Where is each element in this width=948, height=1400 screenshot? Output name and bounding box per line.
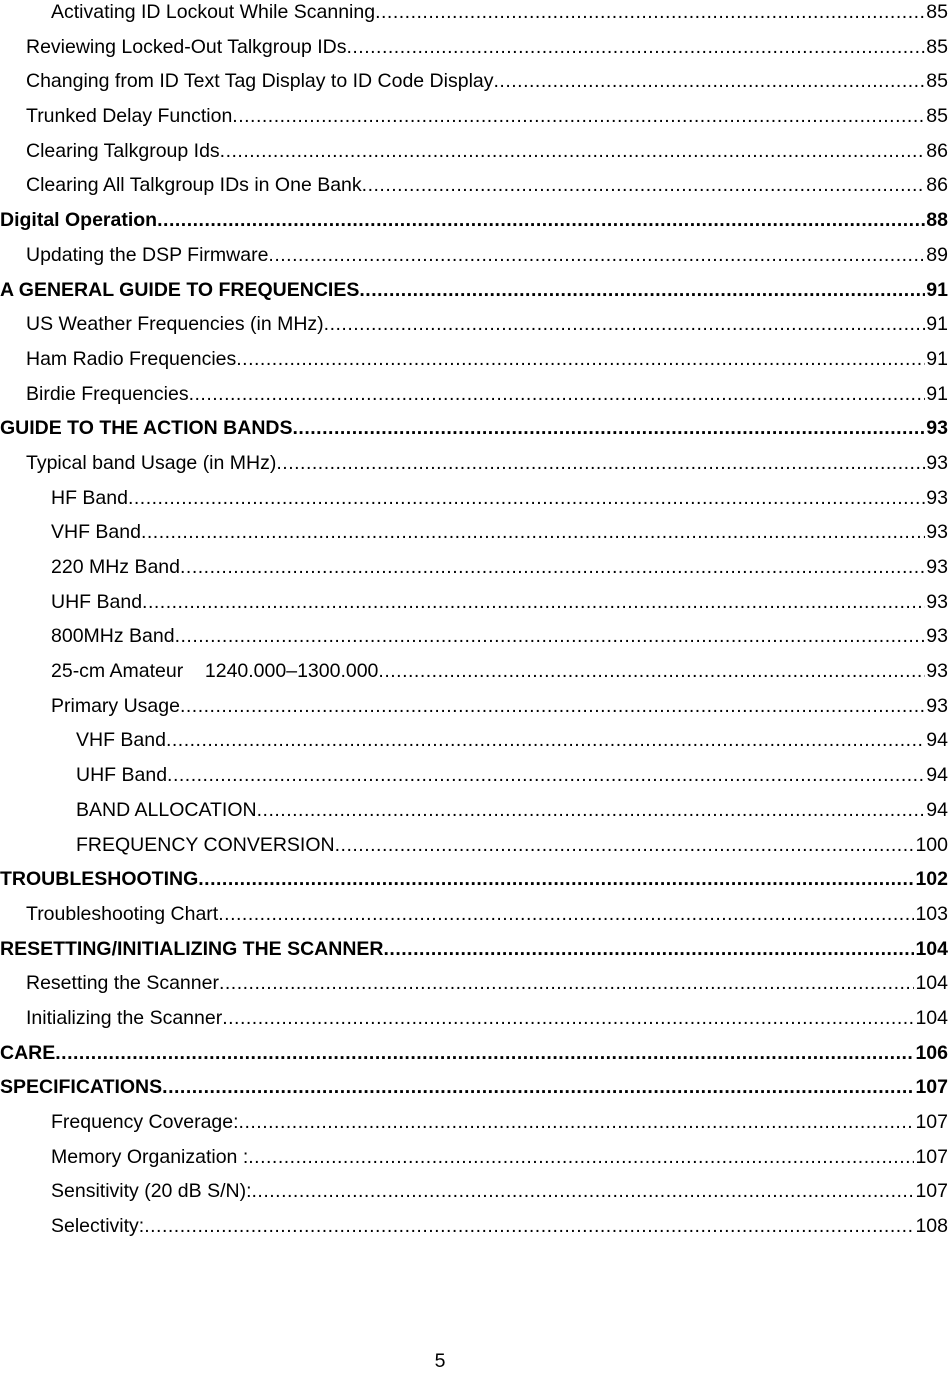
toc-entry-page: 94 (926, 729, 948, 752)
dot-leader (346, 30, 925, 65)
dot-leader (219, 966, 915, 1001)
toc-entry[interactable] (0, 932, 948, 967)
toc-entry-page: 104 (915, 972, 948, 995)
toc-entry-page: 102 (915, 868, 948, 891)
dot-leader (494, 64, 926, 99)
toc-entry[interactable] (0, 550, 948, 585)
toc-entry[interactable] (0, 203, 948, 238)
dot-leader (222, 1001, 914, 1036)
toc-entry-page: 107 (915, 1111, 948, 1133)
dot-leader (257, 793, 926, 828)
toc-entry[interactable] (0, 168, 948, 203)
toc-entry[interactable] (0, 446, 948, 481)
dot-leader (141, 515, 925, 550)
dot-leader (218, 897, 914, 932)
toc-entry-page: 91 (926, 382, 948, 405)
toc-entry[interactable] (0, 273, 948, 308)
dot-leader (362, 168, 926, 203)
toc-entry-title: Initializing the Scanner (26, 1006, 223, 1029)
dot-leader (293, 411, 926, 446)
dot-leader (180, 550, 925, 585)
dot-leader (162, 1070, 914, 1105)
toc-entry-page: 89 (926, 243, 948, 266)
toc-entry-title: TROUBLESHOOTING (0, 868, 199, 891)
dot-leader (166, 723, 925, 758)
dot-leader (248, 1140, 914, 1175)
dot-leader (384, 932, 915, 967)
toc-entry-page: 107 (915, 1180, 948, 1203)
toc-entry[interactable] (0, 134, 948, 169)
toc-entry-title: Ham Radio Frequencies (26, 347, 237, 370)
toc-entry[interactable] (0, 619, 948, 654)
toc-entry-page: 93 (926, 556, 948, 578)
toc-entry[interactable] (0, 897, 948, 932)
toc-entry-title: RESETTING/INITIALIZING THE SCANNER (0, 937, 384, 960)
toc-entry-page: 104 (915, 1006, 948, 1029)
dot-leader (324, 307, 926, 342)
dot-leader (144, 1209, 914, 1244)
toc-entry-page: 85 (926, 105, 948, 128)
toc-entry-title: Clearing Talkgroup Ids (26, 139, 220, 162)
toc-entry-title: Typical band Usage (in MHz) (26, 451, 277, 474)
toc-entry-page: 91 (926, 278, 948, 301)
toc-entry-page: 94 (926, 764, 948, 787)
toc-entry[interactable] (0, 758, 948, 793)
dot-leader (175, 619, 926, 654)
toc-entry-title: Troubleshooting Chart (26, 902, 219, 925)
toc-entry-title: UHF Band (51, 590, 143, 613)
toc-entry[interactable] (0, 30, 948, 65)
toc-entry-page: 93 (926, 521, 948, 544)
toc-entry-page: 86 (926, 174, 948, 197)
toc-entry-page: 93 (926, 590, 948, 613)
dot-leader (220, 134, 926, 169)
dot-leader (236, 342, 925, 377)
toc-entry-title: Updating the DSP Firmware (26, 243, 269, 266)
dot-leader (276, 446, 925, 481)
toc-entry-page: 100 (915, 833, 948, 856)
toc-entry-page: 86 (926, 139, 948, 162)
dot-leader (180, 689, 925, 724)
toc-entry[interactable] (0, 862, 948, 897)
dot-leader (232, 99, 925, 134)
toc-entry[interactable] (0, 238, 948, 273)
toc-entry-page: 93 (926, 417, 948, 440)
toc-entry-title: Trunked Delay Function (26, 105, 233, 128)
toc-entry-title: Primary Usage (51, 694, 180, 717)
dot-leader (375, 0, 925, 30)
dot-leader (251, 1174, 914, 1209)
toc-entry[interactable] (0, 1070, 948, 1105)
toc-entry-page: 94 (926, 798, 948, 821)
toc-entry[interactable] (0, 0, 948, 30)
toc-entry-page: 93 (926, 451, 948, 474)
dot-leader (335, 828, 915, 863)
dot-leader (378, 654, 925, 689)
toc-entry[interactable] (0, 307, 948, 342)
toc-entry-page: 88 (926, 209, 948, 232)
toc-entry-page: 93 (926, 694, 948, 717)
toc-entry[interactable] (0, 377, 948, 412)
toc-entry-title: UHF Band (76, 764, 168, 787)
toc-entry-page: 103 (915, 902, 948, 925)
toc-entry-title: VHF Band (51, 521, 141, 544)
toc-entry-title: Birdie Frequencies (26, 382, 189, 405)
toc-entry-title: SPECIFICATIONS (0, 1076, 163, 1099)
toc-entry-title: A GENERAL GUIDE TO FREQUENCIES (0, 278, 360, 301)
toc-entry-title: Resetting the Scanner (26, 972, 219, 995)
dot-leader (55, 1036, 914, 1071)
toc-entry-title: 25-cm Amateur 1240.000–1300.000 (51, 660, 379, 683)
toc-entry[interactable] (0, 1140, 948, 1175)
toc-entry-title: FREQUENCY CONVERSION (76, 833, 335, 856)
toc-entry-page: 93 (926, 625, 948, 648)
toc-entry-title: Reviewing Locked-Out Talkgroup IDs (26, 35, 347, 58)
toc-entry[interactable] (0, 411, 948, 446)
toc-entry[interactable] (0, 1105, 948, 1140)
page-number: 5 (434, 1350, 446, 1372)
toc-entry-title: CARE (0, 1041, 56, 1064)
toc-entry[interactable] (0, 99, 948, 134)
toc-entry-page: 107 (915, 1145, 948, 1168)
toc-entry-page: 85 (926, 35, 948, 58)
toc-entry-title: Digital Operation (0, 209, 158, 232)
toc-entry[interactable] (0, 689, 948, 724)
toc-entry[interactable] (0, 342, 948, 377)
toc-entry[interactable] (0, 1174, 948, 1209)
toc-entry[interactable] (0, 793, 948, 828)
toc-entry[interactable] (0, 966, 948, 1001)
toc-entry-page: 107 (915, 1076, 948, 1099)
toc-entry[interactable] (0, 585, 948, 620)
toc-entry-title: Sensitivity (20 dB S/N): (51, 1180, 252, 1203)
toc-entry-page: 108 (915, 1215, 948, 1238)
toc-entry-page: 93 (926, 660, 948, 683)
toc-entry[interactable] (0, 828, 948, 863)
toc-entry[interactable] (0, 654, 948, 689)
toc-entry-page: 106 (915, 1041, 948, 1064)
dot-leader (157, 203, 925, 238)
toc-entry[interactable] (0, 481, 948, 516)
toc-entry-title: Clearing All Talkgroup IDs in One Bank (26, 174, 362, 197)
dot-leader (198, 862, 914, 897)
dot-leader (167, 758, 925, 793)
dot-leader (268, 238, 925, 273)
toc-entry-page: 85 (926, 1, 948, 23)
toc-entry-title: GUIDE TO THE ACTION BANDS (0, 417, 293, 440)
toc-entry[interactable] (0, 723, 948, 758)
toc-entry-title: BAND ALLOCATION (76, 798, 257, 821)
toc-entry[interactable] (0, 515, 948, 550)
toc-entry-title: Memory Organization : (51, 1145, 249, 1168)
toc-entry-title: VHF Band (76, 729, 166, 752)
toc-entry-page: 91 (926, 347, 948, 370)
dot-leader (359, 273, 925, 308)
dot-leader (239, 1105, 915, 1140)
toc-entry-title: 800MHz Band (51, 625, 175, 648)
toc-entry[interactable] (0, 64, 948, 99)
toc-entry[interactable] (0, 1209, 948, 1244)
toc-entry-title: Frequency Coverage: (51, 1111, 239, 1133)
dot-leader (189, 377, 926, 412)
toc-entry-title: Activating ID Lockout While Scanning (51, 1, 376, 23)
toc-entry-page: 104 (915, 937, 948, 960)
dot-leader (142, 585, 925, 620)
toc-entry-title: Changing from ID Text Tag Display to ID Code Display (26, 70, 494, 93)
dot-leader (128, 481, 925, 516)
toc-entry[interactable] (0, 1036, 948, 1071)
toc-entry-title: 220 MHz Band (51, 556, 180, 578)
toc-entry-page: 91 (926, 313, 948, 336)
toc-entry-title: US Weather Frequencies (in MHz) (26, 313, 324, 336)
toc-entry-page: 93 (926, 486, 948, 509)
toc-entry-title: Selectivity: (51, 1215, 145, 1238)
toc-entry[interactable] (0, 1001, 948, 1036)
toc-entry-title: HF Band (51, 486, 128, 509)
toc-entry-page: 85 (926, 70, 948, 93)
